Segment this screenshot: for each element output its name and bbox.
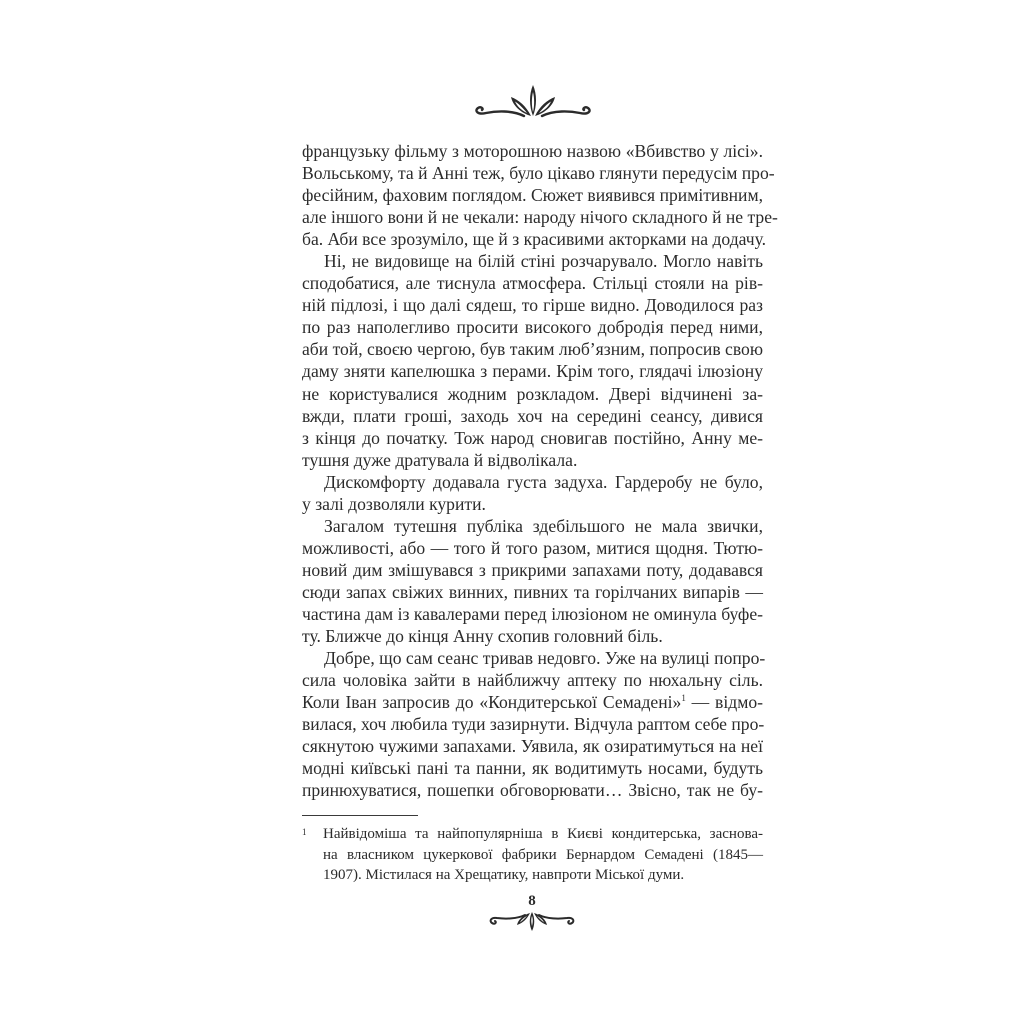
text-line-with-footnote-ref xyxy=(302,691,763,713)
text-line: новий дим змішувався з прикрими запахами поту, додавався xyxy=(302,559,763,580)
text-line: сподобатися, але тиснула атмосфера. Стільці стояли на рів- xyxy=(302,273,763,294)
text-line: ба. Аби все зрозуміло, ще й з красивими акторками на додачу. xyxy=(302,229,767,250)
text-line: можливості, або — того й того разом, митися щодня. Тютю- xyxy=(302,537,763,558)
main-text xyxy=(302,140,778,801)
text-line: аби той, своєю чергою, був таким люб’язним, попросив свою xyxy=(302,339,763,360)
text-segment: — відмо- xyxy=(685,692,763,713)
text-line: по раз наполегливо просити високого добродія перед ними, xyxy=(302,317,763,338)
footnote-divider xyxy=(302,815,418,816)
text-line: Загалом тутешня публіка здебільшого не мала звички, xyxy=(324,515,763,536)
text-line: вжди, плати гроші, заходь хоч на середині сеансу, дивися xyxy=(302,405,763,426)
footnote-reference[interactable]: 1 xyxy=(681,693,686,704)
text-line: але іншого вони й не чекали: народу нічого складного й не тре- xyxy=(302,207,778,228)
text-line: модні київські пані та панни, як водитимуть носами, будуть xyxy=(302,758,763,779)
text-line: вилася, хоч любила туди зазирнути. Відчула раптом себе про- xyxy=(302,714,765,735)
footnote-line: на власником цукеркової фабрики Бернардом Семадені (1845— xyxy=(323,846,763,863)
text-line: частина дам із кавалерами перед ілюзіоном не оминула буфе- xyxy=(302,603,763,624)
text-line: сюди запах свіжих винних, пивних та горілчаних випарів — xyxy=(302,581,763,602)
text-line: Дискомфорту додавала густа задуха. Гардеробу не було, xyxy=(324,471,763,492)
text-line: принюхуватися, пошепки обговорювати… Звісно, так не бу- xyxy=(302,780,763,801)
page-number: 8 xyxy=(528,893,536,909)
text-line: Вольському, та й Анні теж, було цікаво глянути передусім про- xyxy=(302,163,775,184)
text-line: ту. Ближче до кінця Анну схопив головний біль. xyxy=(302,626,663,647)
text-line: ній підлозі, і що далі сядеш, то гірше видно. Доводилося раз xyxy=(302,295,763,316)
text-segment: Коли Іван запросив до «Кондитерської Семадені» xyxy=(302,692,682,713)
text-line: Добре, що сам сеанс тривав недовго. Уже на вулиці попро- xyxy=(324,648,766,669)
text-line: даму зняти капелюшка з перами. Крім того, глядачі ілюзіону xyxy=(302,361,763,382)
text-line: французьку фільму з моторошною назвою «Вбивство у лісі». xyxy=(302,141,763,161)
paragraph xyxy=(302,250,763,470)
paragraph xyxy=(302,471,763,515)
footnote-line: 1907). Містилася на Хрещатику, навпроти Міської думи. xyxy=(323,867,685,883)
text-line: не користувалися жодним розкладом. Двері відчинені за- xyxy=(302,383,763,404)
paragraph xyxy=(302,647,766,801)
footnote xyxy=(302,824,763,886)
text-line: Ні, не видовище на білій стіні розчарувало. Могло навіть xyxy=(324,251,763,272)
paragraph xyxy=(302,515,763,647)
text-line: з кінця до початку. Тож народ сновигав постійно, Анну ме- xyxy=(302,427,763,448)
paragraph xyxy=(302,140,778,250)
footnote-mark: 1 xyxy=(302,827,307,837)
text-line: сила чоловіка зайти в найближчу аптеку по нюхальну сіль. xyxy=(302,670,763,691)
text-line: у залі дозволяли курити. xyxy=(302,493,486,514)
text-line: тушня дуже дратувала й відволікала. xyxy=(302,449,578,470)
text-line: сякнутою чужими запахами. Уявила, як озиратимуться на неї xyxy=(302,736,763,757)
footnote-text xyxy=(323,824,763,886)
floral-ornament-inverted-icon xyxy=(487,909,577,933)
text-line: фесійним, фаховим поглядом. Сюжет виявився примітивним, xyxy=(302,185,763,206)
floral-ornament-icon xyxy=(472,82,594,122)
footnote-line: Найвідоміша та найпопулярніша в Києві кондитерська, заснова- xyxy=(323,826,763,842)
